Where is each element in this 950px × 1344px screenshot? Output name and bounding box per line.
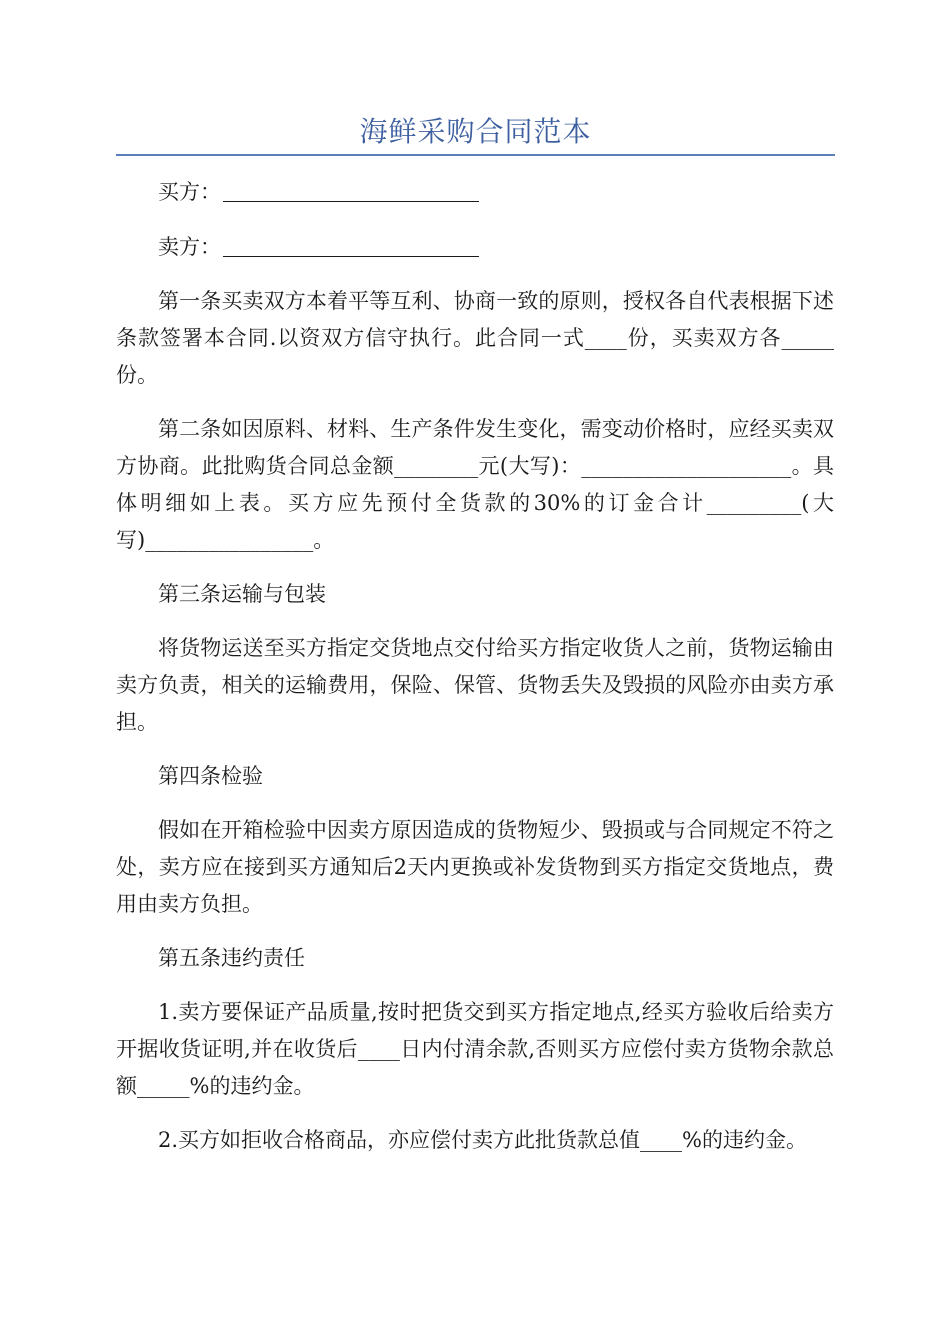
clause-5-item-2: 2.买方如拒收合格商品，亦应偿付卖方此批货款总值____%的违约金。 bbox=[158, 1128, 807, 1152]
buyer-line bbox=[116, 174, 834, 211]
clause-5-item-1: 1.卖方要保证产品质量,按时把货交到买方指定地点,经买方验收后给卖方开据收货证明,并在收货后____日内付清余款,否则买方应偿付卖方货物余款总额_____%的违约金。 bbox=[116, 1000, 834, 1098]
seller-line bbox=[116, 229, 834, 266]
clause-2: 第二条如因原料、材料、生产条件发生变化，需变动价格时，应经买卖双方协商。此批购货合同总金额________元(大写)：____________________。具体明细如上表。买方应先预付全货款的30%的订金合计_________(大写)________________。 bbox=[116, 417, 834, 552]
buyer-label: 买方： bbox=[158, 180, 221, 204]
clause-4-body: 假如在开箱检验中因卖方原因造成的货物短少、毁损或与合同规定不符之处，卖方应在接到买方通知后2天内更换或补发货物到买方指定交货地点，费用由卖方负担。 bbox=[116, 818, 834, 916]
clause-3-body: 将货物运送至买方指定交货地点交付给买方指定收货人之前，货物运输由卖方负责，相关的运输费用，保险、保管、货物丢失及毁损的风险亦由卖方承担。 bbox=[116, 636, 834, 734]
document-body bbox=[116, 172, 834, 1159]
seller-label: 卖方： bbox=[158, 235, 221, 259]
clause-1: 第一条买卖双方本着平等互利、协商一致的原则，授权各自代表根据下述条款签署本合同.以资双方信守执行。此合同一式____份，买卖双方各_____份。 bbox=[116, 289, 834, 387]
clause-5-heading: 第五条违约责任 bbox=[158, 946, 305, 970]
clause-4-heading: 第四条检验 bbox=[158, 764, 263, 788]
buyer-blank bbox=[223, 177, 479, 202]
seller-blank bbox=[223, 232, 479, 257]
document-title: 海鲜采购合同范本 bbox=[359, 115, 592, 148]
clause-3-heading: 第三条运输与包装 bbox=[158, 582, 326, 606]
title-divider bbox=[116, 154, 835, 156]
